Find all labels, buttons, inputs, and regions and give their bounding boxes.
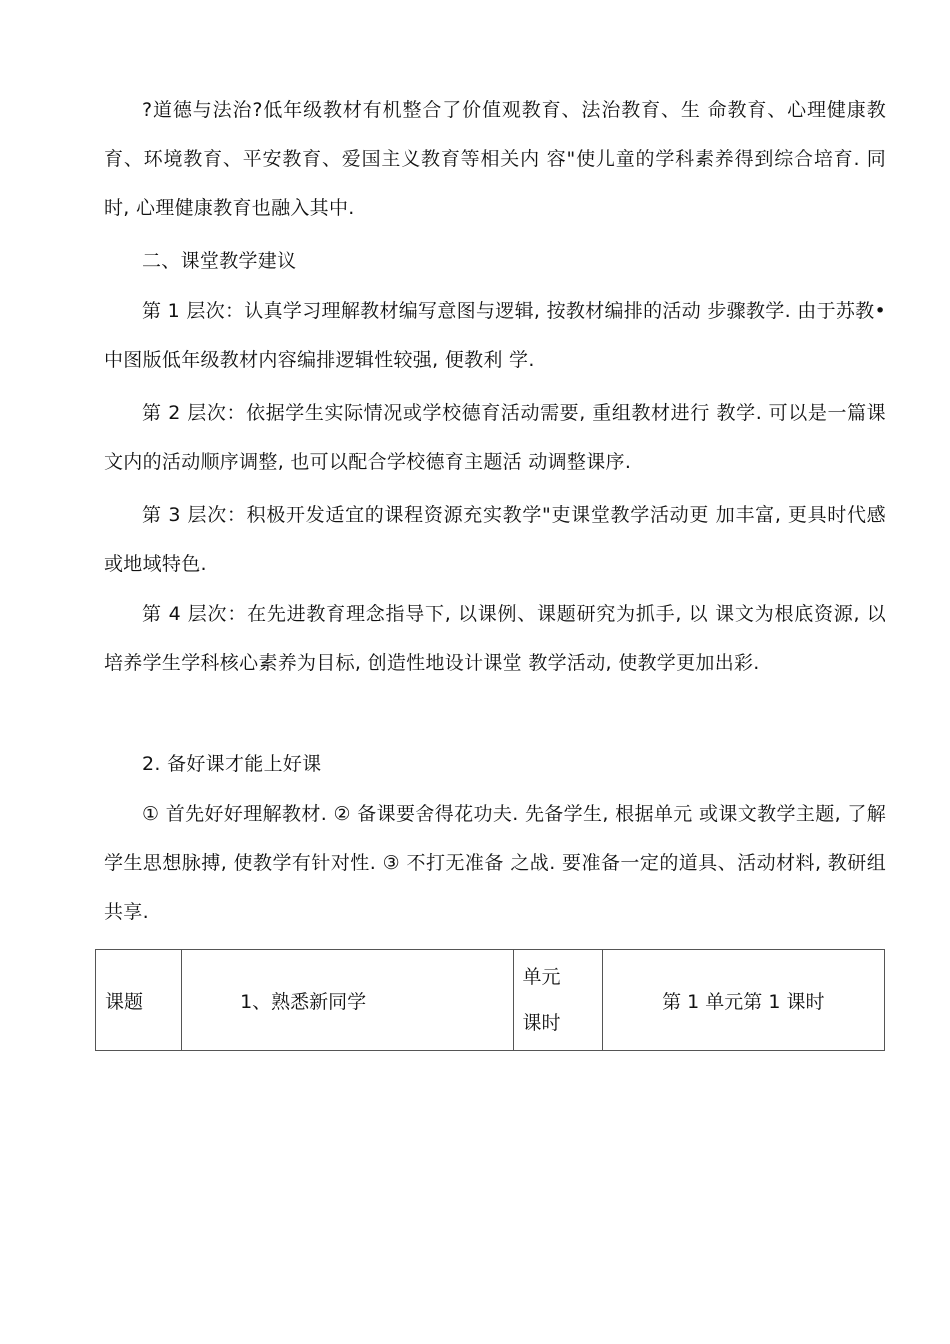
section-heading-teaching-suggestions: 二、课堂教学建议 — [142, 250, 297, 272]
paragraph-level-1: 第 1 层次：认真学习理解教材编写意图与逻辑, 按教材编排的活动 步骤教学. 由于苏教•中图版低年级教材内容编排逻辑性较强, 便教利 学. — [104, 300, 886, 371]
topic-label-cell: 课题 — [96, 950, 182, 1051]
subheading-lesson-preparation: 2. 备好课才能上好课 — [142, 753, 322, 775]
paragraph-lesson-preparation: ① 首先好好理解教材. ② 备课要舍得花功夫. 先备学生, 根据单元 或课文教学主题, 了解学生思想脉搏, 使教学有针对性. ③ 不打无准备 之战. 要准备一定的道具、活动材料, 教研组共享. — [104, 803, 886, 923]
table-row — [96, 950, 885, 1051]
unit-label-line2: 课时 — [522, 1012, 561, 1034]
unit-label-line1: 单元 — [522, 966, 561, 988]
paragraph-curriculum-integration: ?道德与法治?低年级教材有机整合了价值观教育、法治教育、生 命教育、心理健康教育、环境教育、平安教育、爱国主义教育等相关内 容"使儿童的学科素养得到综合培育. 同时, 心理健康教育也融入其中. — [104, 99, 886, 219]
lesson-info-table — [95, 949, 885, 1051]
unit-value-cell: 第 1 单元第 1 课时 — [602, 950, 884, 1051]
topic-value-cell: 1、熟悉新同学 — [182, 950, 513, 1051]
paragraph-level-4: 第 4 层次：在先进教育理念指导下, 以课例、课题研究为抓手, 以 课文为根底资源, 以培养学生学科核心素养为目标, 创造性地设计课堂 教学活动, 使教学更加出彩. — [104, 603, 886, 674]
paragraph-level-3: 第 3 层次：积极开发适宜的课程资源充实教学"吏课堂教学活动更 加丰富, 更具时代感或地域特色. — [104, 504, 886, 575]
paragraph-level-2: 第 2 层次：依据学生实际情况或学校德育活动需要, 重组教材进行 教学. 可以是一篇课文内的活动顺序调整, 也可以配合学校德育主题活 动调整课序. — [104, 402, 886, 473]
unit-label-cell — [513, 950, 602, 1051]
